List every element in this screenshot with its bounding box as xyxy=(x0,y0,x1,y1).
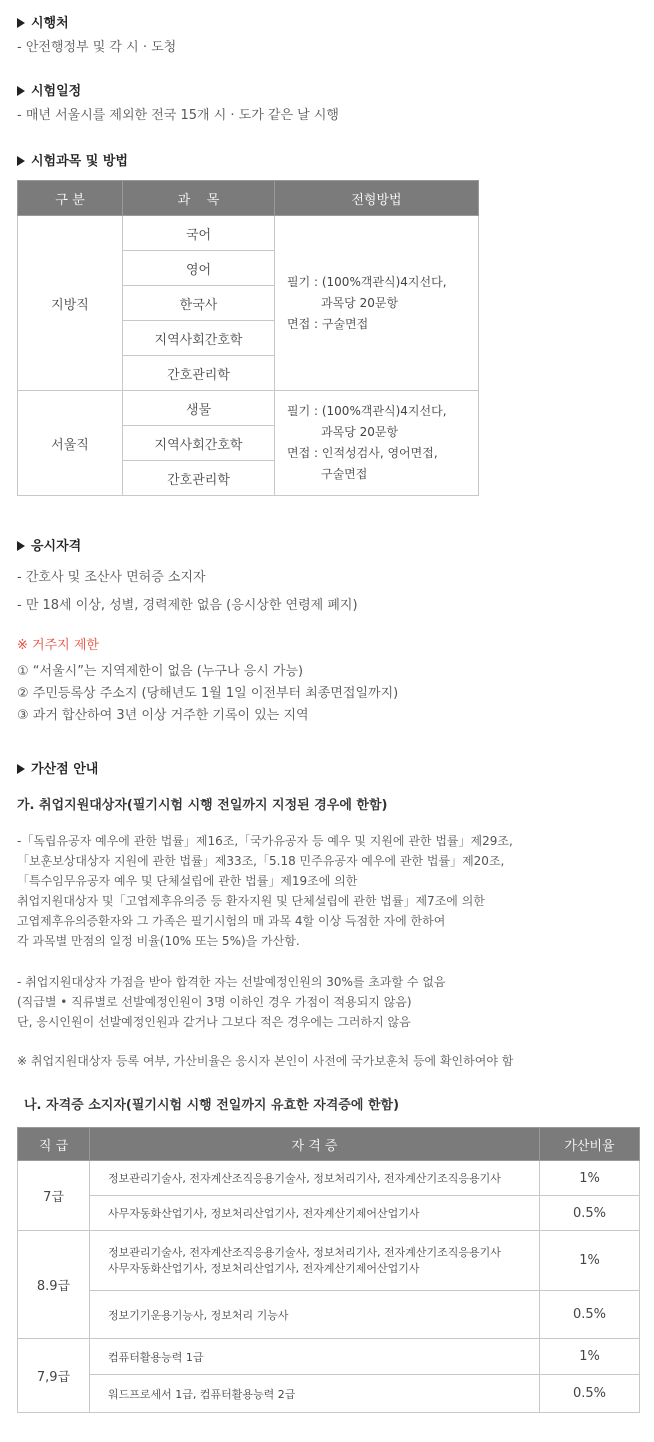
method-line: 필기 : (100%객관식)4지선다, xyxy=(287,404,447,418)
table-row xyxy=(18,1161,640,1196)
header-certificate: 자 격 증 xyxy=(90,1128,540,1161)
veterans-note: ※ 취업지원대상자 등록 여부, 가산비율은 응시자 본인이 사전에 국가보훈처 등에 확인하여야 함 xyxy=(17,1054,514,1068)
subject-cell: 간호관리학 xyxy=(123,356,275,391)
subject-cell: 한국사 xyxy=(123,286,275,321)
method-line: 필기 : (100%객관식)4지선다, xyxy=(287,274,447,289)
subheading-veterans: 가. 취업지원대상자(필기시험 시행 전일까지 지정된 경우에 한함) xyxy=(17,798,388,813)
subjects-table xyxy=(17,180,479,496)
rate-cell: 0.5% xyxy=(540,1196,640,1231)
header-grade: 직 급 xyxy=(18,1128,90,1161)
grade-cell: 8.9급 xyxy=(18,1231,90,1339)
method-line: 과목당 20문항 xyxy=(321,425,399,439)
veterans-law-paragraph: -「독립유공자 예우에 관한 법률」제16조,「국가유공자 등 예우 및 지원에 관한 법률」제29조, 「보훈보상대상자 지원에 관한 법률」제33조,「5.18 민주유공자 예우에 관한 법률」제20조, 「특수임무유공자 예우 및 단체설립에 관한 법률」제19조에 의한 취업지원대상자 및「고엽제후유의증 등 환자지원 및 단체설립에 관한 법률」제7조에 의한 고엽제후유의증환자와 그 가족은 필기시험의 매 과목 4할 이상 득점한 자에 한하여 각 과목별 만점의 일정 비율(10% 또는 5%)을 가산함. xyxy=(17,834,513,948)
rate-cell: 1% xyxy=(540,1231,640,1291)
certificate-cell: 정보관리기술사, 전자계산조직응용기술사, 정보처리기사, 전자계산기조직응용기사 xyxy=(90,1161,540,1196)
rate-cell: 0.5% xyxy=(540,1291,640,1339)
rate-cell: 1% xyxy=(540,1339,640,1375)
category-cell: 서울직 xyxy=(18,391,123,496)
residence-note: ② 주민등록상 주소지 (당해년도 1월 1일 이전부터 최종면접일까지) xyxy=(17,686,399,701)
table-row xyxy=(18,1231,640,1291)
method-line: 면접 : 인적성검사, 영어면접, xyxy=(287,446,438,460)
eligibility-line: - 간호사 및 조산사 면허증 소지자 xyxy=(17,570,206,585)
table-row xyxy=(18,216,479,251)
triangle-right-icon xyxy=(17,18,25,28)
subject-cell: 국어 xyxy=(123,216,275,251)
certificate-cell: 워드프로세서 1급, 컴퓨터활용능력 2급 xyxy=(90,1375,540,1413)
method-cell xyxy=(275,216,479,391)
triangle-right-icon xyxy=(17,156,25,166)
subject-cell: 지역사회간호학 xyxy=(123,426,275,461)
section-heading-bonus: 가산점 안내 xyxy=(17,758,98,777)
rate-cell: 1% xyxy=(540,1161,640,1196)
section-heading-venue: 시행처 xyxy=(17,12,69,31)
method-line: 과목당 20문항 xyxy=(321,295,399,310)
table-row xyxy=(18,391,479,426)
certificate-cell: 컴퓨터활용능력 1급 xyxy=(90,1339,540,1375)
grade-cell: 7,9급 xyxy=(18,1339,90,1413)
category-cell: 지방직 xyxy=(18,216,123,391)
section-heading-eligibility: 응시자격 xyxy=(17,535,81,554)
residence-note-title: ※ 거주지 제한 xyxy=(17,638,99,653)
subject-cell: 간호관리학 xyxy=(123,461,275,496)
eligibility-line: - 만 18세 이상, 성별, 경력제한 없음 (응시상한 연령제 폐지) xyxy=(17,598,358,613)
header-subject: 과 목 xyxy=(123,181,275,216)
method-line: 면접 : 구술면접 xyxy=(287,316,369,331)
subheading-certificates: 나. 자격증 소지자(필기시험 시행 전일까지 유효한 자격증에 한함) xyxy=(24,1098,400,1113)
triangle-right-icon xyxy=(17,86,25,96)
section-heading-schedule: 시험일정 xyxy=(17,80,81,99)
certificate-cell: 정보기기운용기능사, 정보처리 기능사 xyxy=(90,1291,540,1339)
triangle-right-icon xyxy=(17,541,25,551)
header-category: 구 분 xyxy=(18,181,123,216)
header-rate: 가산비율 xyxy=(540,1128,640,1161)
rate-cell: 0.5% xyxy=(540,1375,640,1413)
veterans-limit-paragraph: - 취업지원대상자 가점을 받아 합격한 자는 선발예정인원의 30%를 초과할 수 없음 (직급별 • 직류별로 선발예정인원이 3명 이하인 경우 가점이 적용되지 않음) 단, 응시인원이 선발예정인원과 같거나 그보다 적은 경우에는 그러하지 않음 xyxy=(17,975,446,1029)
grade-cell: 7급 xyxy=(18,1161,90,1231)
method-line: 구술면접 xyxy=(321,467,368,481)
table-row xyxy=(18,1196,640,1231)
subject-cell: 생물 xyxy=(123,391,275,426)
subject-cell: 지역사회간호학 xyxy=(123,321,275,356)
venue-line: - 안전행정부 및 각 시 · 도청 xyxy=(17,40,177,55)
subject-cell: 영어 xyxy=(123,251,275,286)
residence-note: ① “서울시”는 지역제한이 없음 (누구나 응시 가능) xyxy=(17,664,304,679)
subjects-table-header xyxy=(18,181,479,216)
certificates-table-header xyxy=(18,1128,640,1161)
table-row xyxy=(18,1339,640,1375)
certificates-table xyxy=(17,1127,640,1413)
certificate-cell: 사무자동화산업기사, 정보처리산업기사, 전자계산기제어산업기사 xyxy=(90,1196,540,1231)
residence-note: ③ 과거 합산하여 3년 이상 거주한 기록이 있는 지역 xyxy=(17,708,309,723)
schedule-line: - 매년 서울시를 제외한 전국 15개 시 · 도가 같은 날 시행 xyxy=(17,108,339,123)
triangle-right-icon xyxy=(17,764,25,774)
certificate-cell: 정보관리기술사, 전자계산조직응용기술사, 정보처리기사, 전자계산기조직응용기사 사무자동화산업기사, 정보처리산업기사, 전자계산기제어산업기사 xyxy=(90,1231,540,1291)
section-heading-subjects: 시험과목 및 방법 xyxy=(17,150,128,169)
table-row xyxy=(18,1291,640,1339)
method-cell xyxy=(275,391,479,496)
table-row xyxy=(18,1375,640,1413)
header-method: 전형방법 xyxy=(275,181,479,216)
